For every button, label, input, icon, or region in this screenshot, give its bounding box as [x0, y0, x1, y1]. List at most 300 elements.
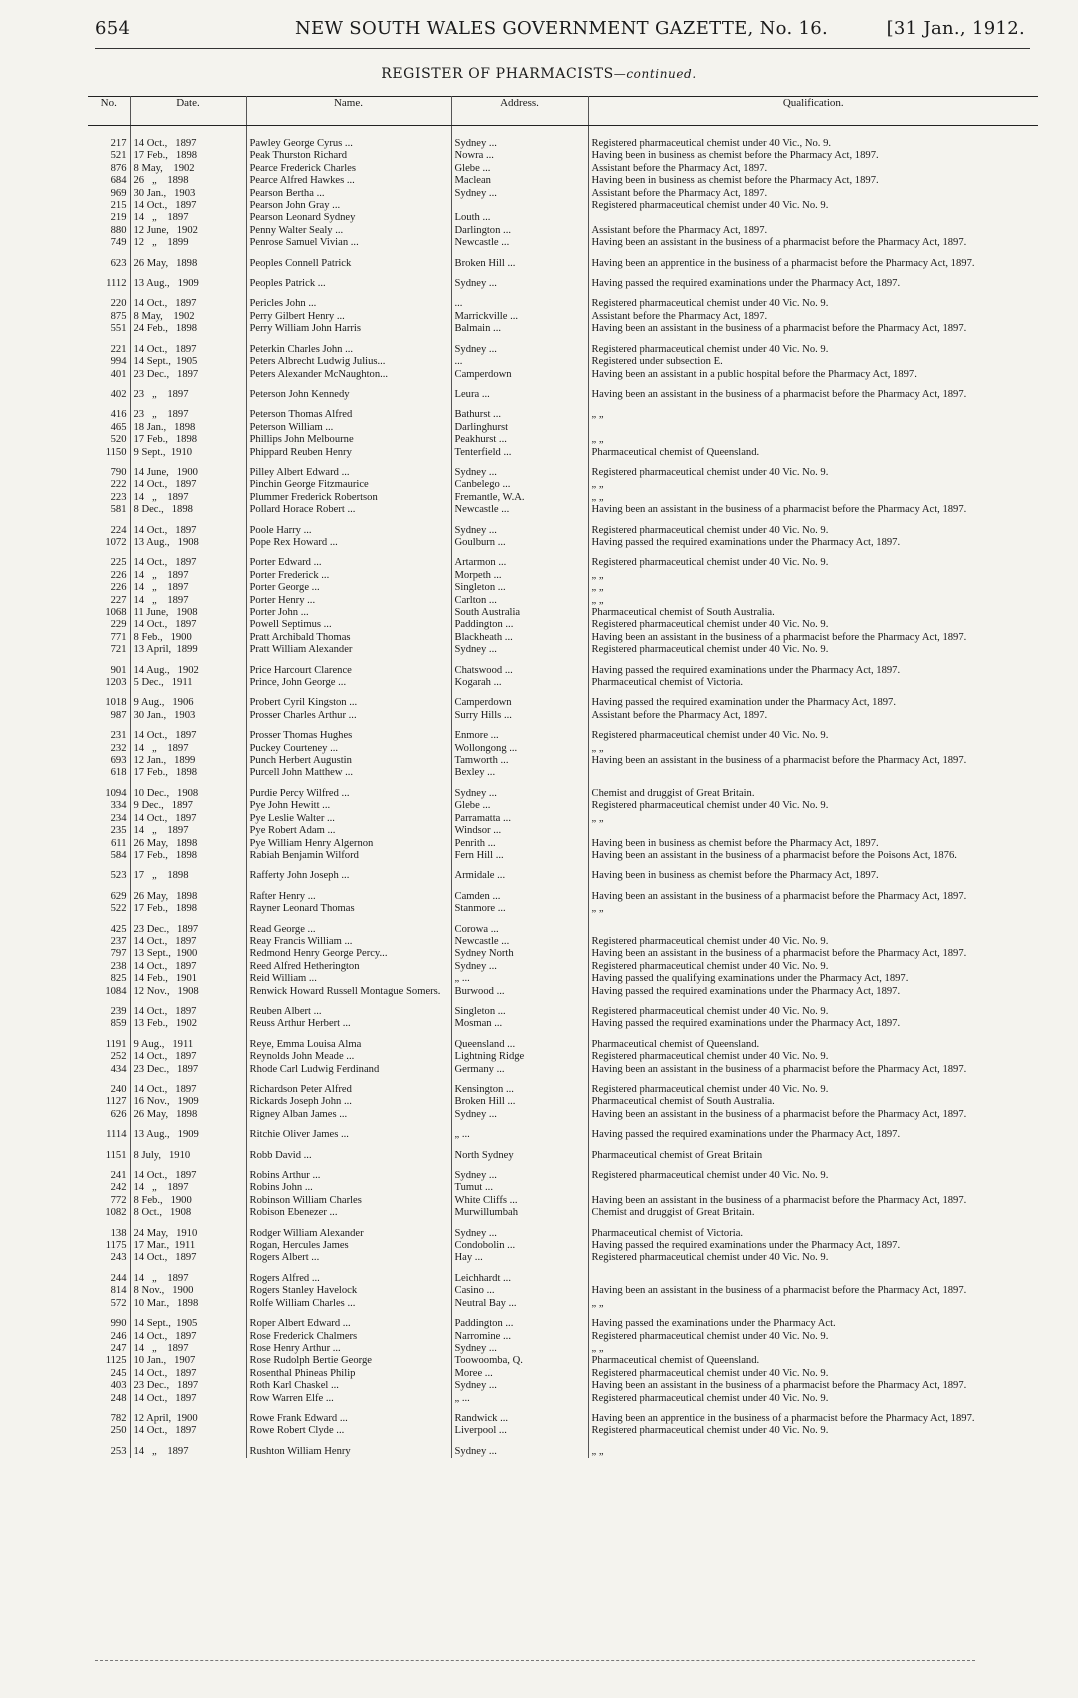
entry-qualification: „ „	[591, 491, 604, 503]
entry-qualification: Having been an apprentice in the business of a pharmacist before the Pharmacy Act, 1897.	[591, 1412, 975, 1424]
entry-date: 14 „ 1897	[130, 1182, 246, 1194]
entry-number: 416	[88, 401, 130, 421]
entry-name: Pearce Frederick Charles	[246, 163, 451, 175]
table-row	[88, 459, 1038, 479]
entry-name: Rhode Carl Ludwig Ferdinand	[246, 1064, 451, 1076]
entry-number: 246	[88, 1331, 130, 1343]
entry-number: 237	[88, 936, 130, 948]
table-row	[88, 1438, 1038, 1458]
entry-address: South Australia	[451, 607, 588, 619]
entry-qualification: Registered pharmaceutical chemist under 40 Vic. No. 9.	[591, 730, 829, 742]
entry-qualification: „ „	[591, 479, 604, 491]
entry-date: 14 Oct., 1897	[130, 549, 246, 569]
entry-qualification: Having passed the required examinations under the Pharmacy Act, 1897.	[591, 985, 901, 997]
entry-address: Sydney ...	[451, 961, 588, 973]
entry-date: 12 Jan., 1899	[130, 755, 246, 767]
register-title-main: REGISTER OF PHARMACISTS	[381, 66, 614, 82]
entry-qualification: Having been in business as chemist before the Pharmacy Act, 1897.	[591, 175, 879, 187]
entry-qualification: Registered under subsection E.	[591, 356, 723, 368]
entry-name: Poole Harry ...	[246, 517, 451, 537]
entry-address	[451, 200, 588, 212]
entry-address: Nowra ...	[451, 150, 588, 162]
entry-name: Rigney Alban James ...	[246, 1109, 451, 1121]
entry-address: Sydney ...	[451, 1343, 588, 1355]
entry-address: Casino ...	[451, 1285, 588, 1297]
entry-qualification: Pharmaceutical chemist of Victoria.	[591, 1227, 744, 1239]
table-header-row	[88, 97, 1038, 126]
register-title	[0, 66, 1078, 82]
entry-qualification: Having been an assistant in the business of a pharmacist before the Pharmacy Act, 1897.	[591, 1063, 967, 1075]
header-rule	[95, 48, 1030, 49]
entry-address: Leura ...	[451, 381, 588, 401]
entry-qualification: Pharmaceutical chemist of South Australia.	[591, 607, 775, 618]
entry-date: 12 April, 1900	[130, 1405, 246, 1425]
entry-qualification: Having been an assistant in the business of a pharmacist before the Pharmacy Act, 1897.	[591, 948, 967, 960]
entry-date: 14 „ 1897	[130, 212, 246, 224]
entry-name: Pinchin George Fitzmaurice	[246, 479, 451, 491]
table-row	[88, 838, 1038, 850]
entry-name: Purdie Percy Wilfred ...	[246, 780, 451, 800]
entry-qualification: Having been in business as chemist before the Pharmacy Act, 1897.	[591, 150, 879, 162]
entry-date: 8 Dec., 1898	[130, 504, 246, 516]
entry-number: 623	[88, 250, 130, 270]
entry-qualification: Having been an assistant in the business of a pharmacist before the Pharmacy Act, 1897.	[591, 631, 967, 643]
table-row	[88, 1207, 1038, 1219]
entry-number: 522	[88, 903, 130, 915]
entry-date: 14 Oct., 1897	[130, 961, 246, 973]
entry-number: 232	[88, 743, 130, 755]
entry-address: Surry Hills ...	[451, 710, 588, 722]
entry-qualification: Having been an assistant in the business of a pharmacist before the Pharmacy Act, 1897.	[591, 1380, 967, 1392]
entry-qualification: „ „	[591, 812, 604, 824]
entry-address: Louth ...	[451, 212, 588, 224]
entry-address: Sydney ...	[451, 459, 588, 479]
entry-name: Phillips John Melbourne	[246, 434, 451, 446]
entry-qualification: Registered pharmaceutical chemist under 40 Vic. No. 9.	[591, 298, 829, 310]
entry-address: ...	[451, 290, 588, 310]
entry-address: Narromine ...	[451, 1331, 588, 1343]
table-row	[88, 677, 1038, 689]
entry-qualification: Having passed the required examinations under the Pharmacy Act, 1897.	[591, 1018, 901, 1030]
table-row	[88, 570, 1038, 582]
entry-qualification: Registered pharmaceutical chemist under 40 Vic. No. 9.	[591, 200, 829, 212]
entry-date: 14 Oct., 1897	[130, 479, 246, 491]
entry-date: 14 „ 1897	[130, 1438, 246, 1458]
entry-address: „ ...	[451, 973, 588, 985]
entry-address: Toowoomba, Q.	[451, 1355, 588, 1367]
entry-address: Penrith ...	[451, 838, 588, 850]
entry-number: 994	[88, 356, 130, 368]
entry-address: Sydney ...	[451, 1109, 588, 1121]
entry-name: Robb David ...	[246, 1142, 451, 1162]
entry-number: 403	[88, 1380, 130, 1392]
entry-address: Burwood ...	[451, 986, 588, 998]
entry-address: Sydney ...	[451, 644, 588, 656]
entry-name: Porter John ...	[246, 607, 451, 619]
entry-name: Peterson William ...	[246, 422, 451, 434]
entry-number: 1175	[88, 1240, 130, 1252]
entry-address: Armidale ...	[451, 862, 588, 882]
entry-qualification: „ „	[591, 1445, 604, 1457]
table-row	[88, 1240, 1038, 1252]
entry-date: 23 Dec., 1897	[130, 369, 246, 381]
entry-qualification: Registered pharmaceutical chemist under 40 Vic. No. 9.	[591, 1367, 829, 1379]
entry-number: 581	[88, 504, 130, 516]
entry-number: 1151	[88, 1142, 130, 1162]
entry-number: 234	[88, 813, 130, 825]
entry-qualification: Having been an assistant in the business of a pharmacist before the Pharmacy Act, 1897.	[591, 755, 967, 767]
entry-number: 1094	[88, 780, 130, 800]
table-row	[88, 270, 1038, 290]
entry-date: 14 „ 1897	[130, 1265, 246, 1285]
table-row	[88, 237, 1038, 249]
table-row	[88, 1380, 1038, 1392]
entry-name: Ritchie Oliver James ...	[246, 1121, 451, 1141]
table-row	[88, 1031, 1038, 1051]
entry-qualification: Registered pharmaceutical chemist under 40 Vic. No. 9.	[591, 1051, 829, 1063]
entry-address: Condobolin ...	[451, 1240, 588, 1252]
entry-qualification: „ „	[591, 1297, 604, 1309]
entry-name: Reynolds John Meade ...	[246, 1051, 451, 1063]
entry-qualification: Pharmaceutical chemist of Queensland.	[591, 1355, 760, 1367]
entry-name: Robinson William Charles	[246, 1195, 451, 1207]
entry-date: 14 Oct., 1897	[130, 722, 246, 742]
entry-qualification: Pharmaceutical chemist of Victoria.	[591, 677, 744, 689]
entry-date: 14 Oct., 1897	[130, 1252, 246, 1264]
entry-name: Penrose Samuel Vivian ...	[246, 237, 451, 249]
table-row	[88, 1142, 1038, 1162]
entry-qualification: Pharmaceutical chemist of Great Britain	[591, 1149, 763, 1161]
table-row	[88, 401, 1038, 421]
entry-name: Pearce Alfred Hawkes ...	[246, 175, 451, 187]
entry-number: 247	[88, 1343, 130, 1355]
table-row	[88, 1265, 1038, 1285]
entry-address: Moree ...	[451, 1368, 588, 1380]
entry-date: 14 Aug., 1902	[130, 657, 246, 677]
entry-name: Pye Robert Adam ...	[246, 825, 451, 837]
entry-name: Pollard Horace Robert ...	[246, 504, 451, 516]
entry-name: Reuss Arthur Herbert ...	[246, 1018, 451, 1030]
entry-name: Reid William ...	[246, 973, 451, 985]
entry-address: „ ...	[451, 1121, 588, 1141]
entry-name: Row Warren Elfe ...	[246, 1393, 451, 1405]
entry-number: 782	[88, 1405, 130, 1425]
entry-address: Peakhurst ...	[451, 434, 588, 446]
entry-address: Newcastle ...	[451, 936, 588, 948]
table-row	[88, 1064, 1038, 1076]
entry-name: Pye Leslie Walter ...	[246, 813, 451, 825]
entry-date: 26 May, 1898	[130, 250, 246, 270]
entry-address: Paddington ...	[451, 619, 588, 631]
entry-name: Prosser Charles Arthur ...	[246, 710, 451, 722]
table-row	[88, 1368, 1038, 1380]
table-row	[88, 422, 1038, 434]
entry-number: 721	[88, 644, 130, 656]
entry-qualification: Registered pharmaceutical chemist under 40 Vic. No. 9.	[591, 1330, 829, 1342]
entry-name: Rose Henry Arthur ...	[246, 1343, 451, 1355]
entry-date: 14 „ 1897	[130, 492, 246, 504]
entry-date: 18 Jan., 1898	[130, 422, 246, 434]
entry-address: Newcastle ...	[451, 504, 588, 516]
table-row	[88, 336, 1038, 356]
entry-address: Glebe ...	[451, 163, 588, 175]
entry-name: Prosser Thomas Hughes	[246, 722, 451, 742]
entry-number: 250	[88, 1425, 130, 1437]
entry-name: Pearson Leonard Sydney	[246, 212, 451, 224]
entry-date: 10 Jan., 1907	[130, 1355, 246, 1367]
register-table	[88, 96, 1038, 1458]
table-row	[88, 1252, 1038, 1264]
page-number: 654	[95, 18, 131, 39]
entry-qualification: Having been an assistant in the business of a pharmacist before the Pharmacy Act, 1897.	[591, 890, 967, 902]
entry-name: Pearson Bertha ...	[246, 188, 451, 200]
table-row	[88, 150, 1038, 162]
table-row	[88, 126, 1038, 151]
entry-address: Goulburn ...	[451, 537, 588, 549]
entry-number: 771	[88, 632, 130, 644]
entry-date: 13 Sept., 1900	[130, 948, 246, 960]
entry-name: Read George ...	[246, 916, 451, 936]
entry-name: Penny Walter Sealy ...	[246, 225, 451, 237]
entry-name: Powell Septimus ...	[246, 619, 451, 631]
entry-qualification	[588, 1265, 1038, 1285]
entry-address: Bexley ...	[451, 767, 588, 779]
entry-qualification: Having been an assistant in the business of a pharmacist before the Pharmacy Act, 1897.	[591, 1194, 967, 1206]
table-row	[88, 517, 1038, 537]
table-row	[88, 1355, 1038, 1367]
table-row	[88, 948, 1038, 960]
entry-date: 14 Oct., 1897	[130, 936, 246, 948]
entry-date: 14 „ 1897	[130, 595, 246, 607]
entry-number: 138	[88, 1220, 130, 1240]
gazette-title: NEW SOUTH WALES GOVERNMENT GAZETTE, No. 16.	[295, 18, 829, 39]
col-header-date: Date.	[130, 97, 246, 126]
table-row	[88, 767, 1038, 779]
entry-qualification: Having been an assistant in the business of a pharmacist before the Pharmacy Act, 1897.	[591, 504, 967, 516]
entry-date: 8 Feb., 1900	[130, 632, 246, 644]
table-row	[88, 743, 1038, 755]
table-row	[88, 504, 1038, 516]
entry-date: 17 „ 1898	[130, 862, 246, 882]
entry-date: 17 Feb., 1898	[130, 767, 246, 779]
entry-address: Bathurst ...	[451, 401, 588, 421]
entry-date: 17 Feb., 1898	[130, 850, 246, 862]
entry-qualification: „ „	[591, 569, 604, 581]
entry-number: 1114	[88, 1121, 130, 1141]
entry-name: Rabiah Benjamin Wilford	[246, 850, 451, 862]
entry-number: 749	[88, 237, 130, 249]
entry-date: 12 June, 1902	[130, 225, 246, 237]
entry-address: Sydney ...	[451, 1438, 588, 1458]
entry-number: 244	[88, 1265, 130, 1285]
entry-number: 1191	[88, 1031, 130, 1051]
entry-date: 14 Feb., 1901	[130, 973, 246, 985]
entry-number: 876	[88, 163, 130, 175]
entry-number: 797	[88, 948, 130, 960]
table-row	[88, 1425, 1038, 1437]
entry-number: 240	[88, 1076, 130, 1096]
table-row	[88, 595, 1038, 607]
entry-name: Pawley George Cyrus ...	[246, 126, 451, 151]
col-header-no: No.	[88, 97, 130, 126]
entry-name: Rafter Henry ...	[246, 883, 451, 903]
entry-qualification: Having been an assistant in the business of a pharmacist before the Pharmacy Act, 1897.	[591, 388, 967, 400]
entry-qualification: „ „	[591, 1342, 604, 1354]
table-row	[88, 813, 1038, 825]
entry-number: 1112	[88, 270, 130, 290]
entry-number: 402	[88, 381, 130, 401]
entry-qualification: Registered pharmaceutical chemist under 40 Vic. No. 9.	[591, 800, 829, 812]
table-row	[88, 619, 1038, 631]
entry-name: Pope Rex Howard ...	[246, 537, 451, 549]
entry-number: 334	[88, 800, 130, 812]
entry-date: 14 Oct., 1897	[130, 813, 246, 825]
entry-qualification: Assistant before the Pharmacy Act, 1897.	[591, 162, 768, 174]
table-row	[88, 549, 1038, 569]
table-row	[88, 1109, 1038, 1121]
entry-name: Robins John ...	[246, 1182, 451, 1194]
entry-name: Reay Francis William ...	[246, 936, 451, 948]
entry-date: 23 Dec., 1897	[130, 1064, 246, 1076]
entry-name: Peters Albrecht Ludwig Julius...	[246, 356, 451, 368]
entry-address: Camperdown	[451, 369, 588, 381]
table-row	[88, 250, 1038, 270]
entry-address: Singleton ...	[451, 582, 588, 594]
entry-qualification: Registered pharmaceutical chemist under 40 Vic. No. 9.	[591, 644, 829, 656]
entry-address: Neutral Bay ...	[451, 1298, 588, 1310]
entry-name: Rose Rudolph Bertie George	[246, 1355, 451, 1367]
entry-number: 1072	[88, 537, 130, 549]
table-row	[88, 1393, 1038, 1405]
entry-address: Carlton ...	[451, 595, 588, 607]
table-row	[88, 381, 1038, 401]
entry-number: 239	[88, 998, 130, 1018]
entry-qualification: Assistant before the Pharmacy Act, 1897.	[591, 709, 768, 721]
entry-date: 14 Oct., 1897	[130, 200, 246, 212]
entry-qualification: Having been an assistant in the business of a pharmacist before the Poisons Act, 1876.	[591, 849, 957, 861]
entry-date: 26 May, 1898	[130, 883, 246, 903]
entry-address: Glebe ...	[451, 800, 588, 812]
entry-date: 10 Mar., 1898	[130, 1298, 246, 1310]
table-row	[88, 825, 1038, 837]
entry-number: 220	[88, 290, 130, 310]
entry-address: White Cliffs ...	[451, 1195, 588, 1207]
entry-date: 12 Nov., 1908	[130, 986, 246, 998]
entry-qualification: Having passed the required examinations under the Pharmacy Act, 1897.	[591, 664, 901, 676]
entry-number: 243	[88, 1252, 130, 1264]
entry-number: 1018	[88, 689, 130, 709]
entry-qualification: Registered pharmaceutical chemist under 40 Vic. No. 9.	[591, 524, 829, 536]
table-row	[88, 755, 1038, 767]
entry-qualification	[588, 212, 1038, 224]
entry-address: Enmore ...	[451, 722, 588, 742]
entry-number: 425	[88, 916, 130, 936]
table-row	[88, 1405, 1038, 1425]
register-title-continued: —continued.	[613, 67, 697, 81]
entry-qualification: Having passed the required examinations under the Pharmacy Act, 1897.	[591, 536, 901, 548]
entry-date: 14 „ 1897	[130, 1343, 246, 1355]
entry-number: 987	[88, 710, 130, 722]
entry-qualification: Registered pharmaceutical chemist under 40 Vic. No. 9.	[591, 1425, 829, 1437]
entry-date: 30 Jan., 1903	[130, 710, 246, 722]
entry-address: Queensland ...	[451, 1031, 588, 1051]
entry-name: Porter George ...	[246, 582, 451, 594]
entry-date: 26 May, 1898	[130, 838, 246, 850]
entry-address: Sydney ...	[451, 336, 588, 356]
entry-name: Purcell John Matthew ...	[246, 767, 451, 779]
entry-name: Richardson Peter Alfred	[246, 1076, 451, 1096]
entry-date: 12 „ 1899	[130, 237, 246, 249]
table-row	[88, 369, 1038, 381]
col-header-address: Address.	[451, 97, 588, 126]
entry-qualification: Having been an assistant in the business of a pharmacist before the Pharmacy Act, 1897.	[591, 323, 967, 335]
entry-name: Renwick Howard Russell Montague Somers.	[246, 986, 451, 998]
entry-date: 24 Feb., 1898	[130, 323, 246, 335]
entry-date: 23 Dec., 1897	[130, 916, 246, 936]
entry-qualification: Pharmaceutical chemist of Queensland.	[591, 1038, 760, 1050]
col-header-qualification: Qualification.	[588, 97, 1038, 126]
entry-number: 880	[88, 225, 130, 237]
entry-date: 17 Feb., 1898	[130, 434, 246, 446]
entry-date: 9 Aug., 1911	[130, 1031, 246, 1051]
entry-qualification: Having been an assistant in the business of a pharmacist before the Pharmacy Act, 1897.	[591, 237, 967, 249]
entry-qualification: Having passed the required examinations under the Pharmacy Act, 1897.	[591, 1129, 901, 1141]
entry-date: 8 Feb., 1900	[130, 1195, 246, 1207]
entry-address: Stanmore ...	[451, 903, 588, 915]
entry-date: 14 Oct., 1897	[130, 1331, 246, 1343]
entry-name: Pearson John Gray ...	[246, 200, 451, 212]
entry-date: 24 May, 1910	[130, 1220, 246, 1240]
entry-name: Rafferty John Joseph ...	[246, 862, 451, 882]
entry-qualification: Registered pharmaceutical chemist under 40 Vic. No. 9.	[591, 935, 829, 947]
table-row	[88, 607, 1038, 619]
entry-number: 245	[88, 1368, 130, 1380]
entry-name: Rogers Albert ...	[246, 1252, 451, 1264]
entry-number: 584	[88, 850, 130, 862]
entry-address: Corowa ...	[451, 916, 588, 936]
table-row	[88, 447, 1038, 459]
gazette-date: [31 Jan., 1912.	[886, 18, 1025, 39]
entry-name: Rogan, Hercules James	[246, 1240, 451, 1252]
table-row	[88, 200, 1038, 212]
entry-number: 1127	[88, 1096, 130, 1108]
entry-qualification: Registered pharmaceutical chemist under 40 Vic. No. 9.	[591, 1084, 829, 1095]
col-header-name: Name.	[246, 97, 451, 126]
table-row	[88, 163, 1038, 175]
entry-date: 8 Oct., 1908	[130, 1207, 246, 1219]
entry-name: Peoples Connell Patrick	[246, 250, 451, 270]
entry-number: 401	[88, 369, 130, 381]
entry-address: Kogarah ...	[451, 677, 588, 689]
entry-name: Reye, Emma Louisa Alma	[246, 1031, 451, 1051]
entry-address: „ ...	[451, 1393, 588, 1405]
entry-address: Sydney ...	[451, 1380, 588, 1392]
entry-address: Camperdown	[451, 689, 588, 709]
entry-address: Murwillumbah	[451, 1207, 588, 1219]
entry-qualification: Having passed the required examinations under the Pharmacy Act, 1897.	[591, 1240, 901, 1252]
entry-name: Porter Henry ...	[246, 595, 451, 607]
entry-number: 684	[88, 175, 130, 187]
entry-number: 225	[88, 549, 130, 569]
entry-address: Artarmon ...	[451, 549, 588, 569]
entry-date: 13 Feb., 1902	[130, 1018, 246, 1030]
entry-number: 226	[88, 582, 130, 594]
table-row	[88, 537, 1038, 549]
entry-name: Puckey Courteney ...	[246, 743, 451, 755]
table-row	[88, 973, 1038, 985]
register-body	[88, 126, 1038, 1459]
table-row	[88, 1051, 1038, 1063]
